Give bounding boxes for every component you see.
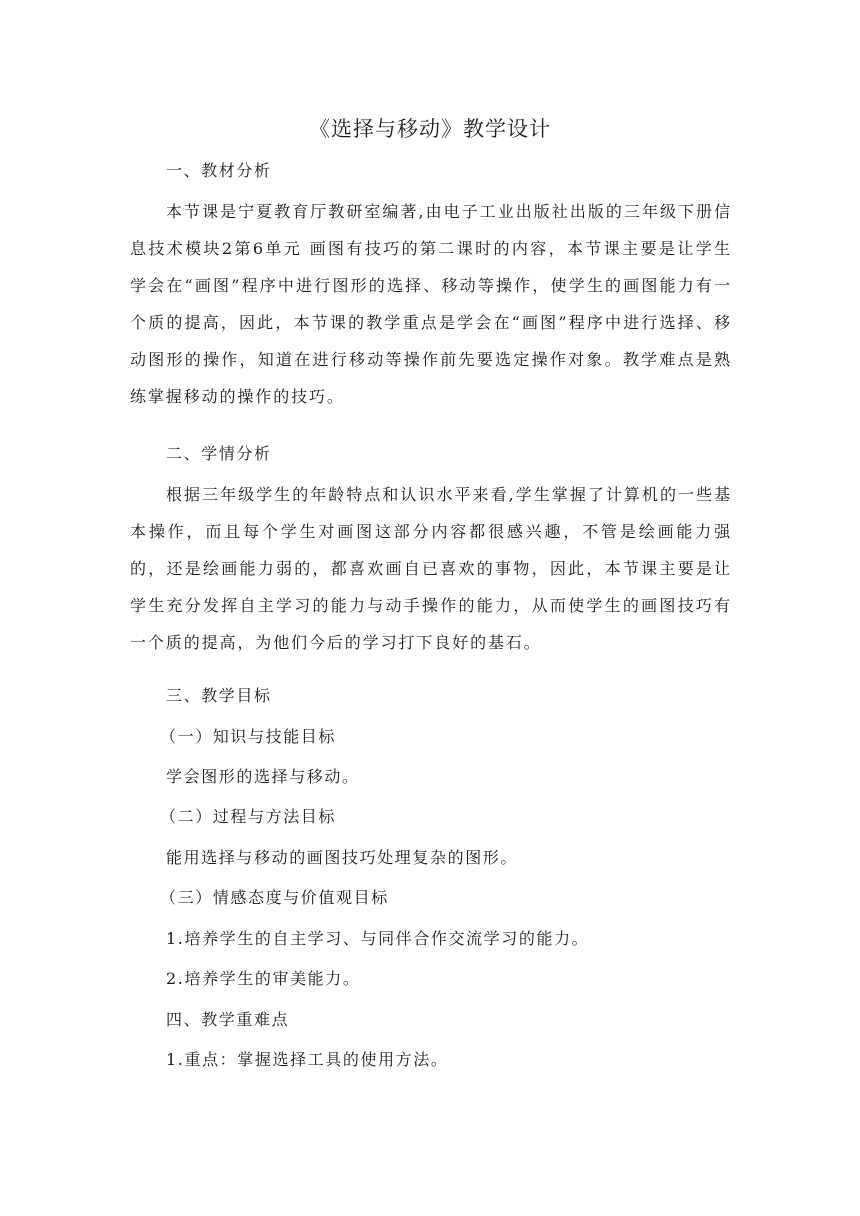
paragraph-learner-analysis: 根据三年级学生的年龄特点和认识水平来看,学生掌握了计算机的一些基本操作，而且每个学生对画图这部分内容都很感兴趣，不管是绘画能力强的，还是绘画能力弱的，都喜欢画自已喜欢的事物，因此，本节课主要是让学生充分发挥自主学习的能力与动手操作的能力，从而使学生的画图技巧有一个质的提高，为他们今后的学习打下良好的基石。 xyxy=(130,485,732,652)
paragraph-textbook-analysis: 本节课是宁夏教育厅教研室编著,由电子工业出版社出版的三年级下册信息技术模块2第6单元 画图有技巧的第二课时的内容，本节课主要是让学生学会在“画图”程序中进行图形的选择、移动等操作，使学生的画图能力有一个质的提高，因此，本节课的教学重点是学会在“画图”程序中进行选择、移动图形的操作，知道在进行移动等操作前先要选定操作对象。教学难点是熟练掌握移动的操作的技巧。 xyxy=(130,202,732,406)
document-title: 《选择与移动》教学设计 xyxy=(309,117,551,141)
subsection-heading-knowledge-skills: （一）知识与技能目标 xyxy=(160,727,337,746)
section-heading-textbook-analysis: 一、教材分析 xyxy=(166,161,272,180)
objective-item: 1.培养学生的自主学习、与同伴合作交流学习的能力。 xyxy=(166,929,590,948)
subsection-heading-attitudes-values: （三）情感态度与价值观目标 xyxy=(160,888,389,907)
subsection-heading-process-methods: （二）过程与方法目标 xyxy=(160,807,337,826)
objective-item: 能用选择与移动的画图技巧处理复杂的图形。 xyxy=(166,848,519,867)
section-heading-key-difficult-points: 四、教学重难点 xyxy=(166,1010,290,1029)
section-heading-teaching-objectives: 三、教学目标 xyxy=(166,686,272,705)
key-point-item: 1.重点：掌握选择工具的使用方法。 xyxy=(166,1050,449,1069)
section-heading-learner-analysis: 二、学情分析 xyxy=(166,444,272,463)
objective-item: 学会图形的选择与移动。 xyxy=(166,767,360,786)
objective-item: 2.培养学生的审美能力。 xyxy=(166,969,361,988)
